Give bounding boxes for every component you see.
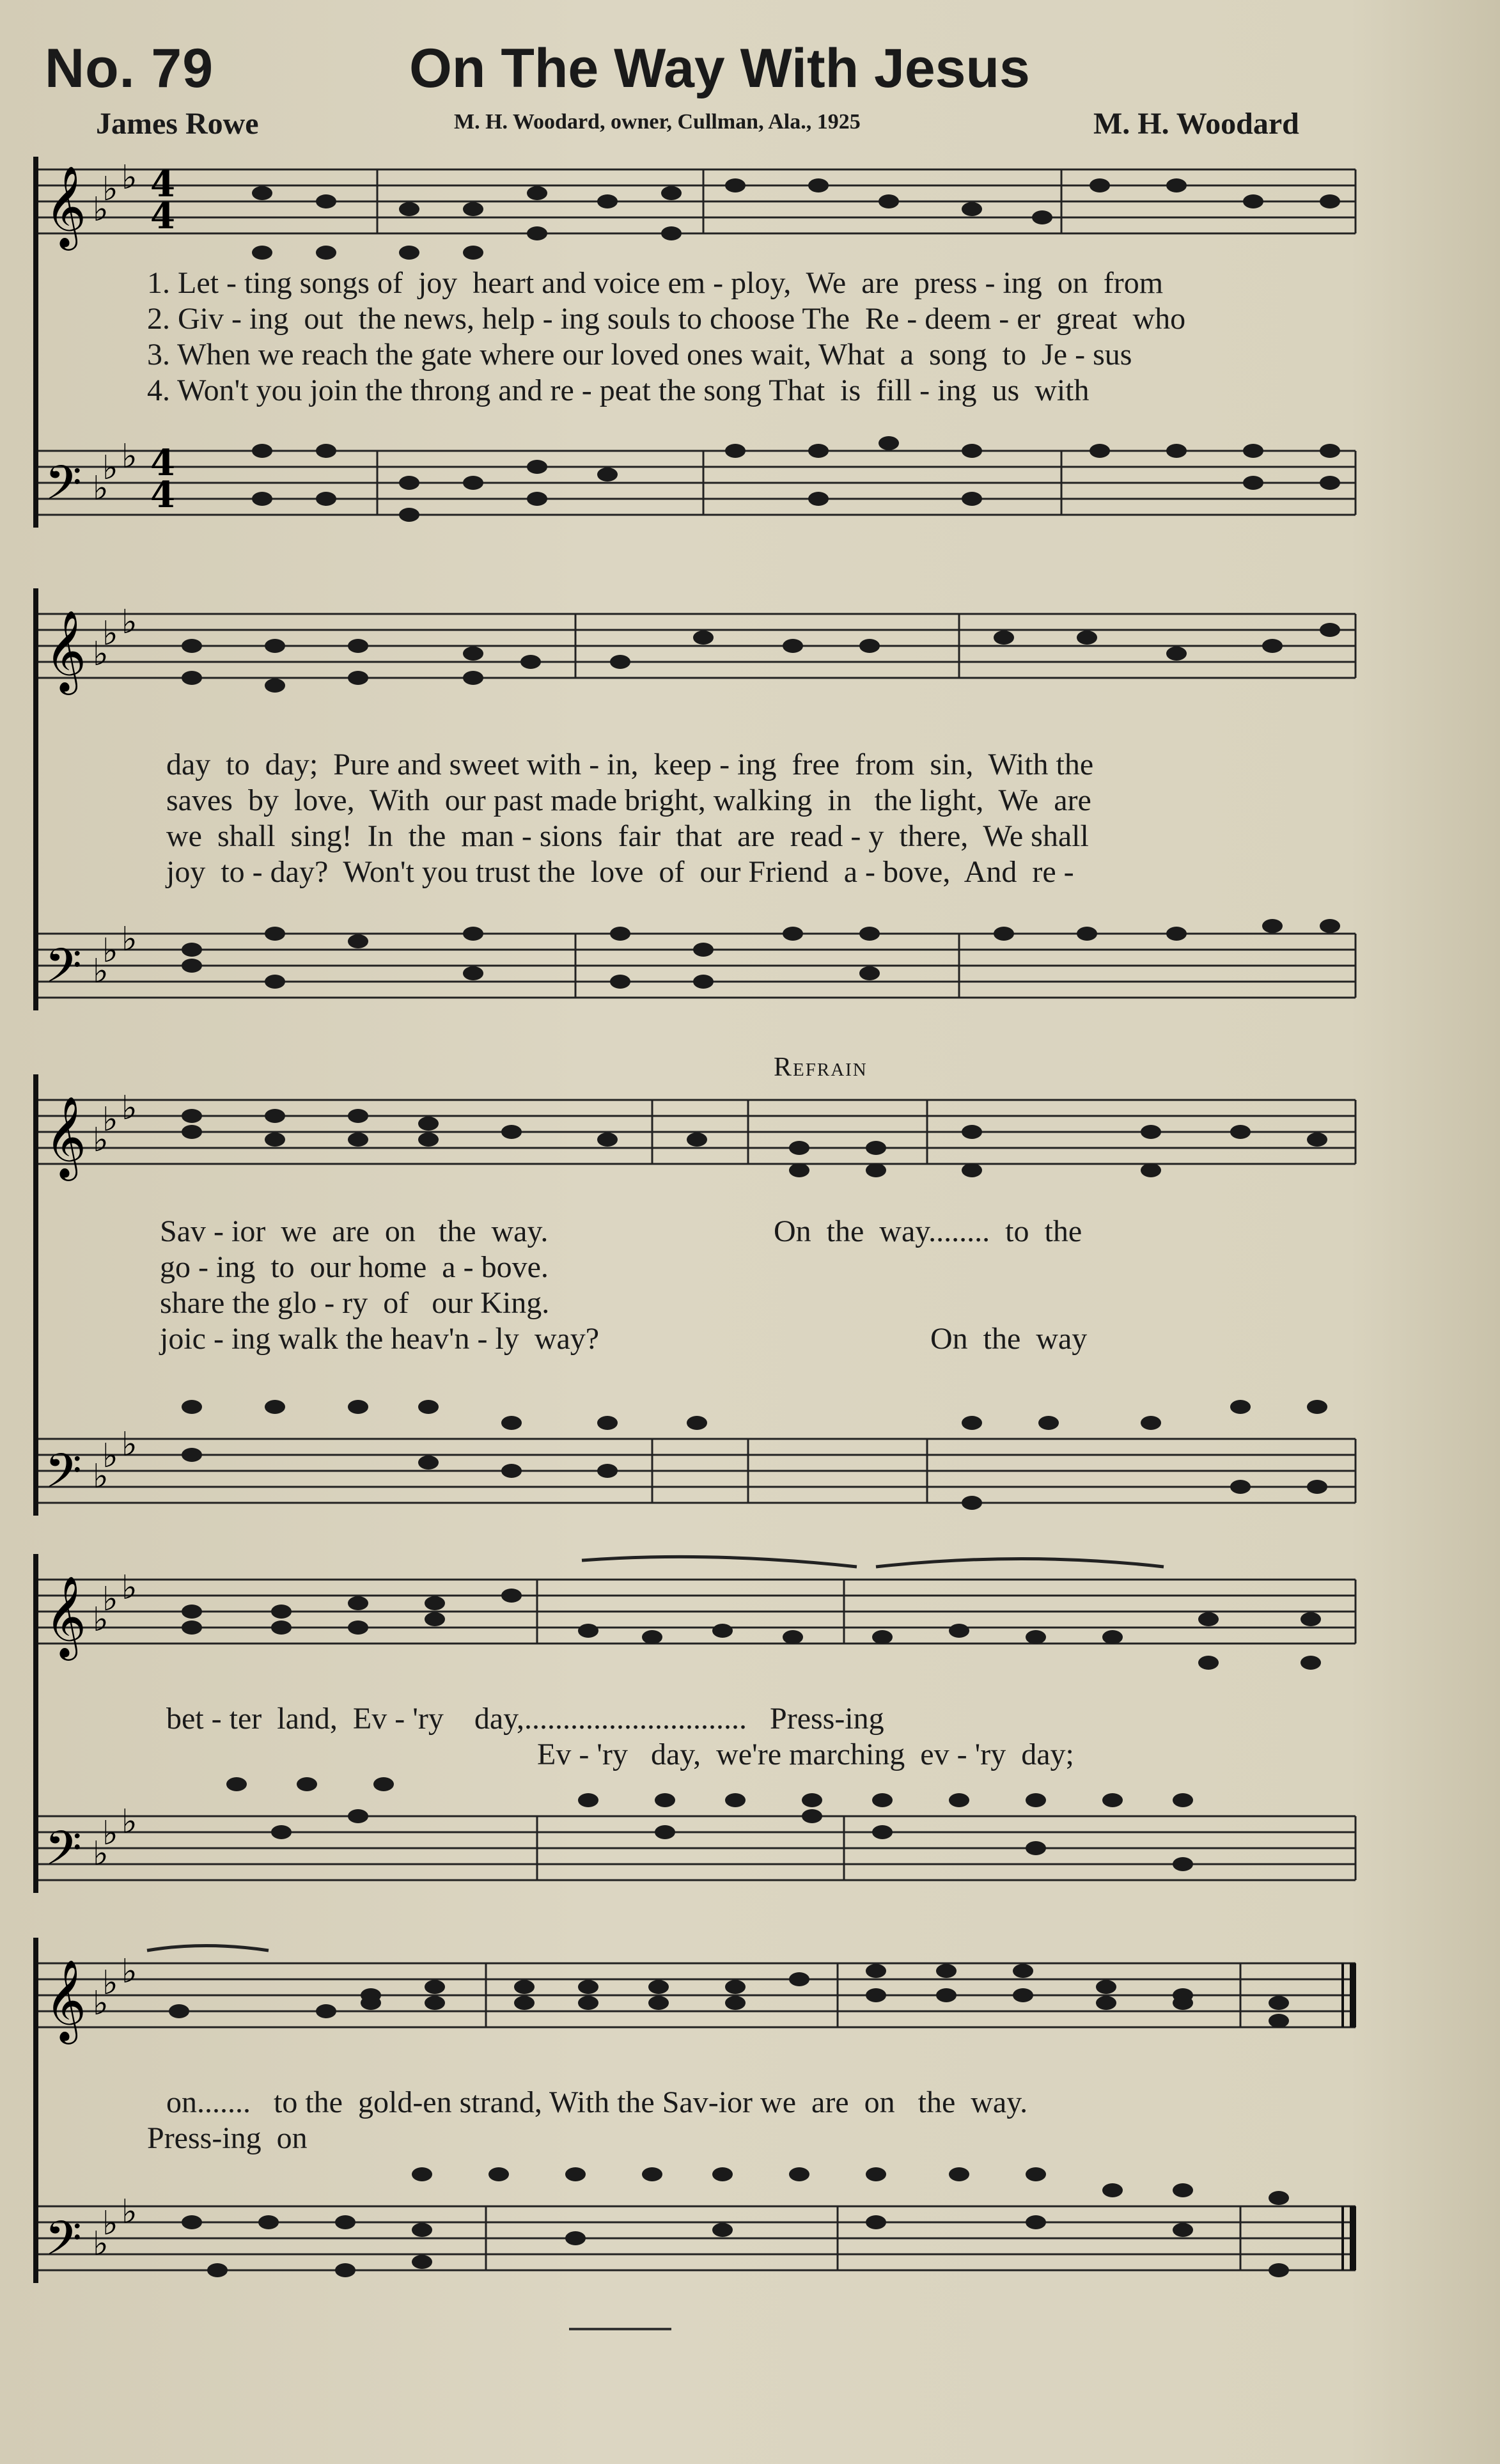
svg-text:♭: ♭ xyxy=(121,159,137,197)
svg-text:♭: ♭ xyxy=(121,1569,137,1607)
lyric-line-soprano: on....... to the gold-en strand, With the Sav-ior we are on the way. xyxy=(166,2085,1028,2119)
lyric-line-verse-2: 2. Giv - ing out the news, help - ing souls to choose The Re - deem - er great who xyxy=(147,302,1186,336)
svg-text:♭: ♭ xyxy=(102,1437,118,1475)
lyric-line-verse-1: Sav - ior we are on the way. xyxy=(160,1214,549,1248)
lyric-line-alto: Ev - 'ry day, we're marching ev - 'ry day; xyxy=(537,1738,1074,1771)
lyric-line-bass: Press-ing on xyxy=(147,2121,308,2155)
svg-text:𝄞: 𝄞 xyxy=(45,1959,87,2041)
refrain-lyric-bass: On the way xyxy=(930,1322,1088,1356)
lyric-line-soprano: bet - ter land, Ev - 'ry day,............................. Press-ing xyxy=(166,1702,884,1736)
svg-text:♭: ♭ xyxy=(121,603,137,641)
lyric-line-verse-4: joic - ing walk the heav'n - ly way? xyxy=(160,1322,600,1356)
music-system-1 xyxy=(26,150,1362,540)
lyric-line-verse-3: 3. When we reach the gate where our loved ones wait, What a song to Je - sus xyxy=(147,338,1132,372)
svg-text:𝄞: 𝄞 xyxy=(45,609,87,691)
page-divider xyxy=(569,2328,671,2330)
svg-text:4: 4 xyxy=(150,163,175,205)
lyric-line-verse-3: share the glo - ry of our King. xyxy=(160,1286,550,1320)
svg-text:♭: ♭ xyxy=(121,2193,137,2231)
refrain-lyric-soprano: On the way........ to the xyxy=(774,1214,1082,1248)
svg-text:♭: ♭ xyxy=(93,1984,109,2023)
svg-text:♭: ♭ xyxy=(93,2225,109,2263)
svg-text:♭: ♭ xyxy=(93,469,109,508)
lyric-line-verse-4: 4. Won't you join the throng and re - peat the song That is fill - ing us with xyxy=(147,373,1090,407)
svg-text:𝄢: 𝄢 xyxy=(45,1443,82,1511)
svg-text:♭: ♭ xyxy=(93,1121,109,1159)
svg-text:♭: ♭ xyxy=(121,920,137,959)
svg-text:♭: ♭ xyxy=(93,1601,109,1639)
svg-text:𝄞: 𝄞 xyxy=(45,1095,87,1177)
svg-text:𝄢: 𝄢 xyxy=(45,2211,82,2278)
svg-text:♭: ♭ xyxy=(93,635,109,673)
svg-text:♭: ♭ xyxy=(102,1814,118,1853)
svg-text:4: 4 xyxy=(150,474,175,516)
lyric-line-verse-2: saves by love, With our past made bright, walking in the light, We are xyxy=(166,783,1091,817)
svg-text:4: 4 xyxy=(150,442,175,484)
svg-text:♭: ♭ xyxy=(102,170,118,208)
svg-text:♭: ♭ xyxy=(121,1803,137,1841)
svg-text:𝄢: 𝄢 xyxy=(45,1821,82,1888)
svg-text:♭: ♭ xyxy=(102,1580,118,1619)
svg-text:𝄢: 𝄢 xyxy=(45,938,82,1005)
lyric-line-verse-1: 1. Let - ting songs of joy heart and voice em - ploy, We are press - ing on from xyxy=(147,266,1164,300)
treble-clef-icon: 𝄞 xyxy=(45,165,87,247)
music-system-4 xyxy=(26,1541,1362,1906)
svg-text:♭: ♭ xyxy=(102,1964,118,2002)
refrain-label: Refrain xyxy=(774,1053,868,1082)
music-system-2 xyxy=(26,576,1362,1023)
svg-text:♭: ♭ xyxy=(121,437,137,476)
music-system-5 xyxy=(26,1925,1362,2296)
svg-text:♭: ♭ xyxy=(93,1835,109,1873)
svg-text:♭: ♭ xyxy=(121,1425,137,1464)
svg-text:♭: ♭ xyxy=(93,952,109,991)
lyric-line-verse-4: joy to - day? Won't you trust the love of our Friend a - bove, And re - xyxy=(166,855,1074,889)
svg-text:4: 4 xyxy=(150,195,175,237)
music-system-3 xyxy=(26,1042,1362,1528)
svg-text:♭: ♭ xyxy=(93,1457,109,1496)
lyric-line-verse-3: we shall sing! In the man - sions fair that are read - y there, We shall xyxy=(166,819,1089,853)
svg-text:♭: ♭ xyxy=(93,191,109,229)
svg-text:♭: ♭ xyxy=(102,615,118,653)
svg-text:𝄞: 𝄞 xyxy=(45,1575,87,1657)
lyric-line-verse-1: day to day; Pure and sweet with - in, keep - ing free from sin, With the xyxy=(166,748,1094,781)
svg-text:♭: ♭ xyxy=(121,1089,137,1127)
hymn-number: No. 79 xyxy=(45,38,214,99)
composer-name: M. H. Woodard xyxy=(1093,107,1299,141)
svg-text:♭: ♭ xyxy=(102,1101,118,1139)
svg-text:♭: ♭ xyxy=(102,449,118,487)
copyright-notice: M. H. Woodard, owner, Cullman, Ala., 1925 xyxy=(454,110,861,134)
bass-clef-icon: 𝄢 xyxy=(45,455,82,522)
svg-text:♭: ♭ xyxy=(102,932,118,970)
svg-text:♭: ♭ xyxy=(102,2204,118,2243)
lyric-line-verse-2: go - ing to our home a - bove. xyxy=(160,1250,549,1284)
svg-text:♭: ♭ xyxy=(121,1952,137,1991)
hymn-title: On The Way With Jesus xyxy=(409,38,1030,99)
lyricist-name: James Rowe xyxy=(96,107,259,141)
